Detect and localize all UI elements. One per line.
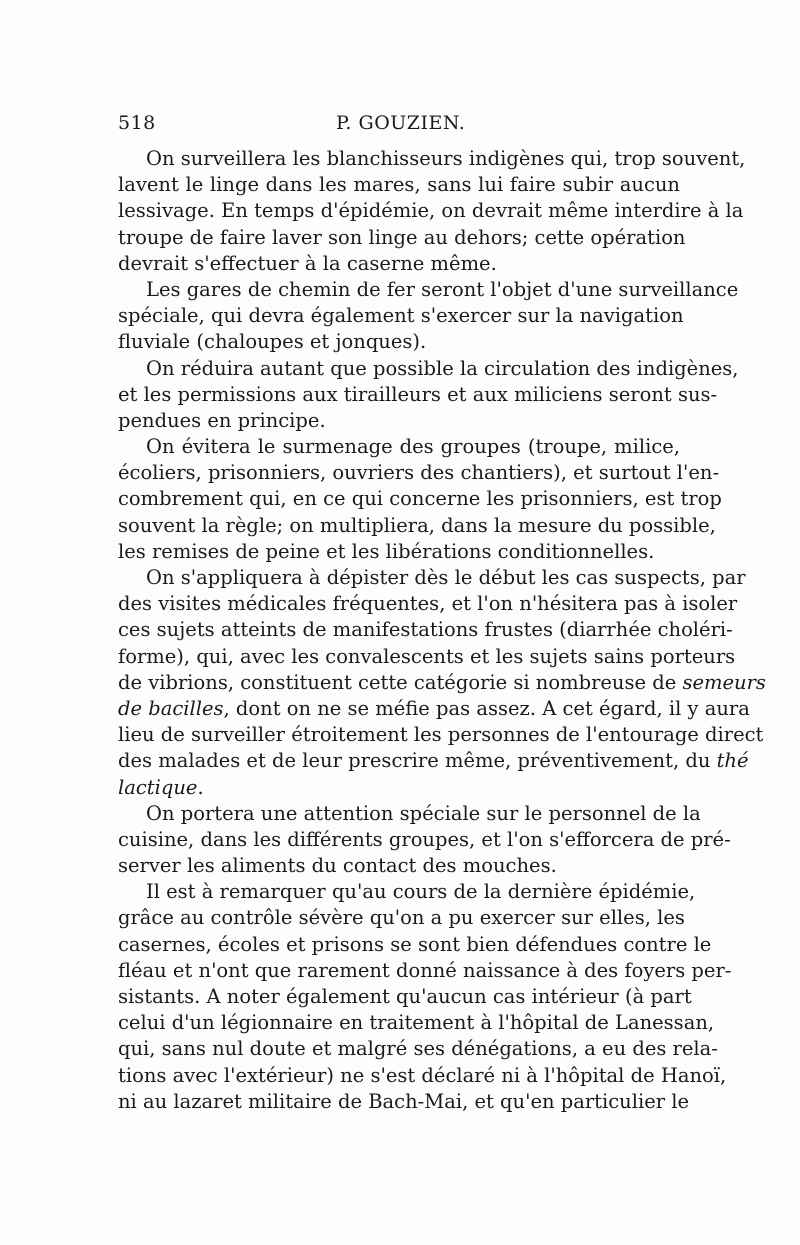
- text-line: lavent le linge dans les mares, sans lui faire subir aucun: [118, 173, 680, 197]
- text-line: lessivage. En temps d'épidémie, on devrait même interdire à la: [118, 199, 744, 223]
- text-line: cuisine, dans les différents groupes, et l'on s'efforcera de pré-: [118, 827, 731, 851]
- text-line: ces sujets atteints de manifestations frustes (diarrhée choléri-: [118, 618, 733, 642]
- text-line: On réduira autant que possible la circulation des indigènes,: [146, 356, 739, 380]
- text-run: des malades et de leur prescrire même, préventivement, du: [118, 749, 717, 773]
- text-line: On surveillera les blanchisseurs indigènes qui, trop souvent,: [146, 147, 746, 170]
- text-line: casernes, écoles et prisons se sont bien défendues contre le: [118, 932, 712, 956]
- body-text: [118, 146, 766, 1115]
- italic-text: semeurs: [682, 670, 766, 694]
- text-line: écoliers, prisonniers, ouvriers des chantiers), et surtout l'en-: [118, 461, 720, 485]
- text-line: sistants. A noter également qu'aucun cas intérieur (à part: [118, 985, 692, 1008]
- text-line: ni au lazaret militaire de Bach-Mai, et qu'en particulier le: [118, 1089, 690, 1113]
- text-line: les remises de peine et les libérations conditionnelles.: [118, 539, 655, 563]
- text-line: qui, sans nul doute et malgré ses dénégations, a eu des rela-: [118, 1037, 718, 1061]
- text-run: , dont on ne se méfie pas assez. A cet égard, il y aura: [223, 696, 750, 720]
- text-line: On s'appliquera à dépister dès le début les cas suspects, par: [146, 566, 746, 589]
- text-line: pendues en principe.: [118, 408, 326, 432]
- text-line: spéciale, qui devra également s'exercer sur la navigation: [118, 304, 684, 328]
- text-line: celui d'un légionnaire en traitement à l'hôpital de Lanessan,: [118, 1011, 715, 1035]
- running-head: P. GOUZIEN.: [336, 112, 466, 134]
- text-line: fléau et n'ont que rarement donné naissance à des foyers per-: [118, 958, 732, 982]
- text-line: devrait s'effectuer à la caserne même.: [118, 251, 497, 275]
- text-run: de vibrions, constituent cette catégorie si nombreuse de: [118, 670, 683, 694]
- text-line: Il est à remarquer qu'au cours de la dernière épidémie,: [146, 880, 696, 904]
- text-line: [118, 670, 766, 696]
- text-line: Les gares de chemin de fer seront l'objet d'une surveillance: [146, 277, 739, 301]
- text-line: troupe de faire laver son linge au dehors; cette opération: [118, 225, 686, 249]
- text-line: tions avec l'extérieur) ne s'est déclaré ni à l'hôpital de Hanoï,: [118, 1063, 727, 1087]
- italic-text: lactique: [118, 775, 198, 799]
- text-line: forme), qui, avec les convalescents et les sujets sains porteurs: [118, 644, 736, 668]
- page-number: 518: [118, 112, 156, 134]
- text-line: [118, 748, 749, 774]
- text-line: server les aliments du contact des mouches.: [118, 854, 557, 878]
- text-line: fluviale (chaloupes et jonques).: [118, 330, 427, 354]
- text-line: On évitera le surmenage des groupes (troupe, milice,: [146, 435, 680, 459]
- text-line: et les permissions aux tirailleurs et aux miliciens seront sus-: [118, 382, 718, 406]
- italic-text: thé: [716, 749, 749, 773]
- text-line: combrement qui, en ce qui concerne les prisonniers, est trop: [118, 487, 722, 511]
- page-header: [118, 112, 680, 142]
- text-line: des visites médicales fréquentes, et l'on n'hésitera pas à isoler: [118, 592, 738, 616]
- text-line: souvent la règle; on multipliera, dans la mesure du possible,: [118, 513, 716, 537]
- text-run: .: [197, 775, 204, 799]
- text-line: grâce au contrôle sévère qu'on a pu exercer sur elles, les: [118, 906, 685, 930]
- text-line: [118, 696, 750, 722]
- text-line: lieu de surveiller étroitement les personnes de l'entourage direct: [118, 723, 764, 747]
- text-line: On portera une attention spéciale sur le personnel de la: [146, 801, 701, 825]
- text-line: [118, 775, 680, 801]
- italic-text: de bacilles: [118, 696, 224, 720]
